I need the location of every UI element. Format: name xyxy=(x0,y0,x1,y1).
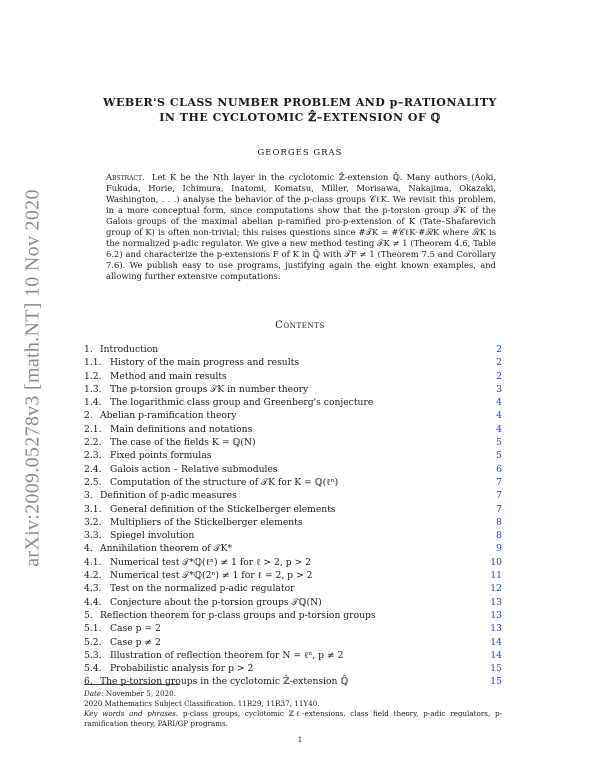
toc-title: Introduction xyxy=(100,344,159,355)
toc-page-link[interactable]: 14 xyxy=(490,636,502,648)
toc-entry[interactable] xyxy=(84,489,502,502)
toc-number: 3.1. xyxy=(84,503,102,515)
toc-page-link[interactable]: 15 xyxy=(490,676,502,688)
toc-title: Numerical test 𝒯*ℚ(ℓⁿ) ≠ 1 for ℓ > 2, p > 2 xyxy=(110,556,311,568)
toc-number: 4.2. xyxy=(84,570,102,582)
page-number: 1 xyxy=(297,735,303,744)
date-value: November 5, 2020. xyxy=(105,689,176,698)
toc-page-link[interactable]: 7 xyxy=(496,490,502,502)
abstract xyxy=(106,172,496,282)
toc-number: 2.4. xyxy=(84,463,102,475)
toc-page-link[interactable]: 9 xyxy=(496,543,502,555)
toc-number: 3. xyxy=(84,490,93,502)
toc-entry[interactable] xyxy=(84,463,502,476)
toc-entry[interactable] xyxy=(84,370,502,383)
toc-title: The p-torsion groups in the cyclotomic ℤ̂-extension ℚ̂ xyxy=(100,676,349,688)
toc-number: 5. xyxy=(84,609,93,621)
toc-title: Probabilistic analysis for p > 2 xyxy=(110,663,254,675)
toc-entry[interactable] xyxy=(84,409,502,422)
toc-entry[interactable] xyxy=(84,356,502,369)
toc-entry[interactable] xyxy=(84,476,502,489)
toc-page-link[interactable]: 2 xyxy=(496,370,502,382)
date-label: Date: xyxy=(84,689,104,698)
toc-title: General definition of the Stickelberger elements xyxy=(110,503,336,515)
toc-number: 4.1. xyxy=(84,556,102,568)
toc-title: Fixed points formulas xyxy=(110,450,212,462)
toc-title: Test on the normalized p-adic regulator xyxy=(110,583,295,595)
toc-title: Annihilation theorem of 𝒯K* xyxy=(100,543,233,555)
abstract-label: Abstract. xyxy=(106,172,145,182)
toc-entry[interactable] xyxy=(84,449,502,462)
footnote-msc xyxy=(84,699,502,709)
toc-title: Illustration of reflection theorem for N = ℓⁿ, p ≠ 2 xyxy=(110,649,344,661)
toc-entry[interactable] xyxy=(84,542,502,555)
toc-title: The logarithmic class group and Greenberg's conjecture xyxy=(110,397,374,409)
toc-page-link[interactable]: 4 xyxy=(496,423,502,435)
table-of-contents xyxy=(84,343,502,689)
toc-entry[interactable] xyxy=(84,582,502,595)
toc-entry[interactable] xyxy=(84,622,502,635)
toc-number: 6. xyxy=(84,676,93,688)
title-line-1: WEBER'S CLASS NUMBER PROBLEM AND p–RATIONALITY xyxy=(103,96,497,109)
title-line-2: IN THE CYCLOTOMIC ℤ̂–EXTENSION OF ℚ xyxy=(159,111,441,124)
msc-label: 2020 Mathematics Subject Classification. xyxy=(84,699,236,708)
msc-value: 11R29, 11R37, 11Y40. xyxy=(237,699,320,708)
toc-entry[interactable] xyxy=(84,649,502,662)
toc-number: 2.1. xyxy=(84,423,102,435)
toc-page-link[interactable]: 2 xyxy=(496,344,502,355)
footnote-rule xyxy=(84,684,180,685)
toc-entry[interactable] xyxy=(84,436,502,449)
toc-title: Case p = 2 xyxy=(110,623,161,635)
toc-entry[interactable] xyxy=(84,662,502,675)
toc-page-link[interactable]: 14 xyxy=(490,649,502,661)
toc-entry[interactable] xyxy=(84,423,502,436)
toc-number: 3.3. xyxy=(84,530,102,542)
author: GEORGES GRAS xyxy=(257,148,343,158)
toc-title: Computation of the structure of 𝒯K for K = ℚ(ℓⁿ) xyxy=(110,476,339,488)
toc-number: 1.4. xyxy=(84,397,102,409)
toc-title: Abelian p-ramification theory xyxy=(100,410,237,422)
toc-page-link[interactable]: 2 xyxy=(496,357,502,369)
toc-title: The case of the fields K = ℚ(N) xyxy=(110,437,256,449)
toc-title: Galois action – Relative submodules xyxy=(110,463,278,475)
toc-entry[interactable] xyxy=(84,396,502,409)
abstract-text: Let K be the Nth layer in the cyclotomic ℤ̂-extension ℚ̂. Many authors (Aoki, Fukuda, Horie, Ichimura, Inatomi, Komatsu, Miller, Morisawa, Nakajima, Okazaki, Washington, . . .) analyse the behavior of the p-class groups 𝒞ℓK. We revisit this problem, in a more conceptual form, since computations show that the p-torsion group 𝒯K of the Galois groups of the maximal abelian p-ramified pro-p-extension of K (Tate–Shafarevich group of K) is often non-trivial; this raises questions since #𝒯K = #𝒞ℓK·#ℛK where ℛK is the normalized p-adic regulator. We give a new method testing 𝒯K ≠ 1 (Theorem 4.6, Table 6.2) and characterize the p-extensions F of K in ℚ̂ with 𝒯F ≠ 1 (Theorem 7.5 and Corollary 7.6). We publish easy to use programs, justifying again the eight known examples, and allowing further extensive computations. xyxy=(106,172,496,281)
toc-number: 2.3. xyxy=(84,450,102,462)
toc-entry[interactable] xyxy=(84,609,502,622)
toc-number: 5.2. xyxy=(84,636,102,648)
toc-entry[interactable] xyxy=(84,636,502,649)
keywords-value: p-class groups, cyclotomic ℤℓ-extensions, class field theory, p-adic regulators, p-ramification theory, PARI/GP programs. xyxy=(84,709,502,728)
toc-number: 4.3. xyxy=(84,583,102,595)
toc-number: 5.4. xyxy=(84,663,102,675)
toc-number: 4.4. xyxy=(84,596,102,608)
toc-page-link[interactable]: 8 xyxy=(496,530,502,542)
toc-title: Reflection theorem for p-class groups and p-torsion groups xyxy=(100,609,376,621)
toc-title: Definition of p-adic measures xyxy=(100,490,237,502)
keywords-label: Key words and phrases. xyxy=(84,709,179,718)
toc-number: 1.1. xyxy=(84,357,102,369)
footnote-keywords xyxy=(84,709,502,728)
toc-title: Conjecture about the p-torsion groups 𝒯ℚ(N) xyxy=(110,596,322,608)
toc-page-link[interactable]: 4 xyxy=(496,410,502,422)
toc-page-link[interactable]: 7 xyxy=(496,503,502,515)
toc-title: Case p ≠ 2 xyxy=(110,636,161,648)
contents-heading: Contents xyxy=(275,320,325,331)
toc-page-link[interactable]: 12 xyxy=(490,583,502,595)
toc-title: Multipliers of the Stickelberger elements xyxy=(110,516,303,528)
toc-number: 5.3. xyxy=(84,649,102,661)
toc-entry[interactable] xyxy=(84,569,502,582)
toc-entry[interactable] xyxy=(84,383,502,396)
toc-number: 2.5. xyxy=(84,476,102,488)
footnote-date xyxy=(84,689,502,699)
toc-entry[interactable] xyxy=(84,675,502,688)
toc-entry[interactable] xyxy=(84,343,502,356)
toc-page-link[interactable]: 4 xyxy=(496,397,502,409)
arxiv-identifier xyxy=(22,168,44,588)
arxiv-identifier-text: arXiv:2009.05278v3 [math.NT] 10 Nov 2020 xyxy=(21,189,44,567)
toc-page-link[interactable]: 13 xyxy=(490,623,502,635)
toc-page-link[interactable]: 11 xyxy=(490,570,502,582)
toc-page-link[interactable]: 5 xyxy=(496,450,502,462)
toc-entry[interactable] xyxy=(84,556,502,569)
toc-page-link[interactable]: 10 xyxy=(490,556,502,568)
toc-number: 1.3. xyxy=(84,383,102,395)
toc-page-link[interactable]: 13 xyxy=(490,596,502,608)
toc-number: 1.2. xyxy=(84,370,102,382)
toc-number: 5.1. xyxy=(84,623,102,635)
toc-page-link[interactable]: 13 xyxy=(490,609,502,621)
toc-number: 3.2. xyxy=(84,516,102,528)
toc-title: Main definitions and notations xyxy=(110,423,253,435)
toc-entry[interactable] xyxy=(84,503,502,516)
toc-entry[interactable] xyxy=(84,529,502,542)
toc-title: The p-torsion groups 𝒯K in number theory xyxy=(110,383,309,395)
toc-title: History of the main progress and results xyxy=(110,357,300,369)
toc-number: 2. xyxy=(84,410,93,422)
toc-number: 2.2. xyxy=(84,437,102,449)
toc-page-link[interactable]: 5 xyxy=(496,437,502,449)
toc-number: 4. xyxy=(84,543,93,555)
toc-page-link[interactable]: 7 xyxy=(496,476,502,488)
toc-entry[interactable] xyxy=(84,516,502,529)
toc-number: 1. xyxy=(84,344,93,355)
toc-page-link[interactable]: 3 xyxy=(496,383,502,395)
toc-entry[interactable] xyxy=(84,596,502,609)
toc-page-link[interactable]: 8 xyxy=(496,516,502,528)
toc-page-link[interactable]: 15 xyxy=(490,663,502,675)
toc-title: Method and main results xyxy=(110,370,227,382)
toc-page-link[interactable]: 6 xyxy=(496,463,502,475)
toc-title: Spiegel involution xyxy=(110,530,195,542)
toc-title: Numerical test 𝒯*ℚ(2ⁿ) ≠ 1 for ℓ = 2, p > 2 xyxy=(110,570,313,582)
